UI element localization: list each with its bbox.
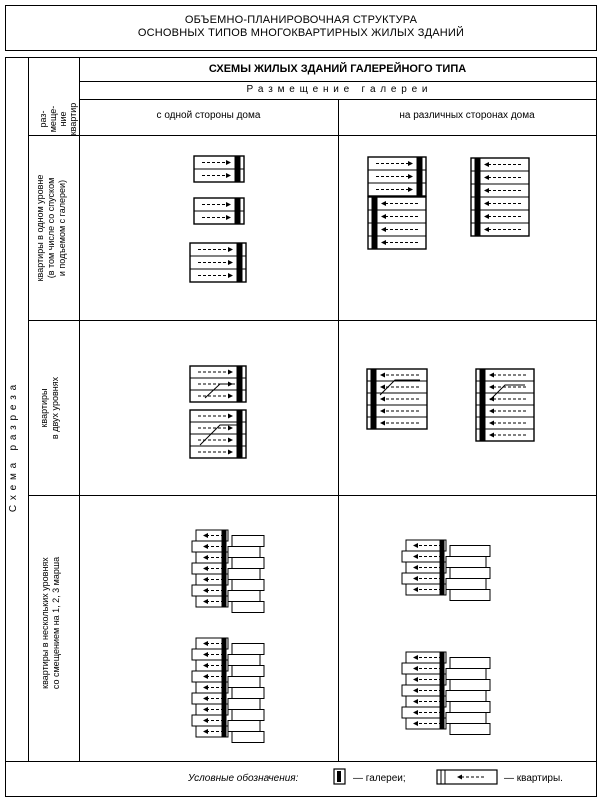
diagram-r3-d-right: [450, 724, 490, 735]
diagram-r1-f-gallery: [475, 224, 480, 235]
diagram-r3-b-right: [232, 688, 264, 699]
diagram-r2-c-gallery: [371, 382, 376, 392]
diagram-r3-b-right: [228, 677, 260, 688]
diagram-r2-d-gallery: [480, 394, 485, 404]
apartment-placement-label: раз- меще- ние квартир: [38, 102, 78, 136]
diagram-r3-b-right: [232, 666, 264, 677]
row-multi-level-label: квартиры в нескольких уровнях со смещением на 1, 2, 3 марша: [40, 556, 61, 690]
diagram-r2-d-gallery: [480, 406, 485, 416]
diagram-r1-f-gallery: [475, 172, 480, 183]
diagram-r1-e-gallery: [372, 224, 377, 235]
diagram-r1-a-gallery: [235, 157, 240, 168]
diagram-r3-b-right: [228, 721, 260, 732]
diagram-r3-c-gallery: [440, 540, 444, 595]
diagram-r1-e-gallery: [372, 198, 377, 209]
diagram-r3-b-right: [232, 710, 264, 721]
diagram-r3-d-right: [450, 658, 490, 669]
diagram-r1-b-gallery: [235, 199, 240, 210]
diagram-r1-f-gallery: [475, 198, 480, 209]
diagram-r2-c-gallery: [371, 406, 376, 416]
diagram-r2-d-gallery: [480, 430, 485, 440]
diagram-r3-c-right: [446, 557, 486, 568]
diagram-r3-c-right: [446, 579, 486, 590]
diagram-r3-b-right: [228, 655, 260, 666]
diagram-r2-b-gallery: [237, 411, 242, 421]
diagram-r3-c-right: [450, 568, 490, 579]
row-two-level-label: квартиры в двух уровнях: [39, 376, 60, 440]
diagram-r2-a-gallery: [237, 379, 242, 389]
diagram-r2-c-gallery: [371, 370, 376, 380]
diagram-r3-a-right: [232, 558, 264, 569]
diagram-r2-d-gallery: [480, 418, 485, 428]
diagram-r1-f-gallery: [475, 185, 480, 196]
diagram-r1-f-gallery: [475, 211, 480, 222]
diagram-r1-e-gallery: [372, 211, 377, 222]
diagram-r3-a-right: [232, 580, 264, 591]
diagram-r2-a-gallery: [237, 391, 242, 401]
diagram-r3-c-right: [450, 546, 490, 557]
diagram-r1-d-gallery: [417, 184, 422, 195]
diagram-r2-b-gallery: [237, 447, 242, 457]
diagram-r2-d-gallery: [480, 382, 485, 392]
diagram-r2-c-gallery: [371, 394, 376, 404]
column-different-sides: на различных сторонах дома: [399, 110, 535, 121]
diagram-r1-c-gallery: [237, 270, 242, 281]
diagram-r1-c-gallery: [237, 257, 242, 268]
gallery-legend-icon: [333, 768, 347, 786]
diagram-r2-a-gallery: [237, 367, 242, 377]
diagram-r3-a-right: [228, 591, 260, 602]
diagram-r3-d-right: [446, 713, 486, 724]
diagram-r3-a-right: [232, 602, 264, 613]
legend-gallery-text: — галереи;: [353, 773, 406, 784]
diagram-r3-a-right: [228, 569, 260, 580]
section-scheme-label: С х е м а р а з р е з а: [8, 383, 19, 513]
diagram-r1-b-gallery: [235, 212, 240, 223]
diagram-r3-d-right: [450, 702, 490, 713]
diagram-r3-a-right: [228, 547, 260, 558]
diagram-r1-e-gallery: [372, 237, 377, 248]
diagram-r2-d-gallery: [480, 370, 485, 380]
legend-title: Условные обозначения:: [188, 773, 299, 784]
diagram-r2-c-gallery: [371, 418, 376, 428]
diagram-r1-c-gallery: [237, 244, 242, 255]
title-line-2: ОСНОВНЫХ ТИПОВ МНОГОКВАРТИРНЫХ ЖИЛЫХ ЗДАНИЙ: [137, 27, 465, 39]
diagram-r1-d-gallery: [417, 158, 422, 169]
legend-apartment-text: — квартиры.: [504, 773, 563, 784]
diagram-r3-b-right: [232, 644, 264, 655]
diagram-r3-b-gallery: [222, 638, 226, 737]
row-single-level-label: квартиры в одном уровне (в том числе со спуском и подъемом с галереи): [35, 174, 67, 282]
column-one-side: с одной стороны дома: [156, 110, 261, 121]
diagram-r1-f-gallery: [475, 159, 480, 170]
diagram-r3-b-right: [228, 699, 260, 710]
apartment-legend-icon: [436, 769, 498, 785]
title-line-1: ОБЪЕМНО-ПЛАНИРОВОЧНАЯ СТРУКТУРА: [184, 14, 418, 26]
table-header: СХЕМЫ ЖИЛЫХ ЗДАНИЙ ГАЛЕРЕЙНОГО ТИПА: [208, 63, 467, 75]
diagram-r3-d-right: [450, 680, 490, 691]
diagram-r1-a-gallery: [235, 170, 240, 181]
diagram-r3-d-gallery: [440, 652, 444, 729]
diagram-r2-b-gallery: [237, 435, 242, 445]
gallery-placement-header: Р а з м е щ е н и е г а л е р е и: [246, 84, 429, 95]
diagram-r3-a-gallery: [222, 530, 226, 607]
diagram-r3-c-right: [450, 590, 490, 601]
diagram-r3-a-right: [232, 536, 264, 547]
diagram-r1-d-gallery: [417, 171, 422, 182]
diagram-r3-d-right: [446, 691, 486, 702]
diagram-r3-d-right: [446, 669, 486, 680]
diagram-r3-b-right: [232, 732, 264, 743]
